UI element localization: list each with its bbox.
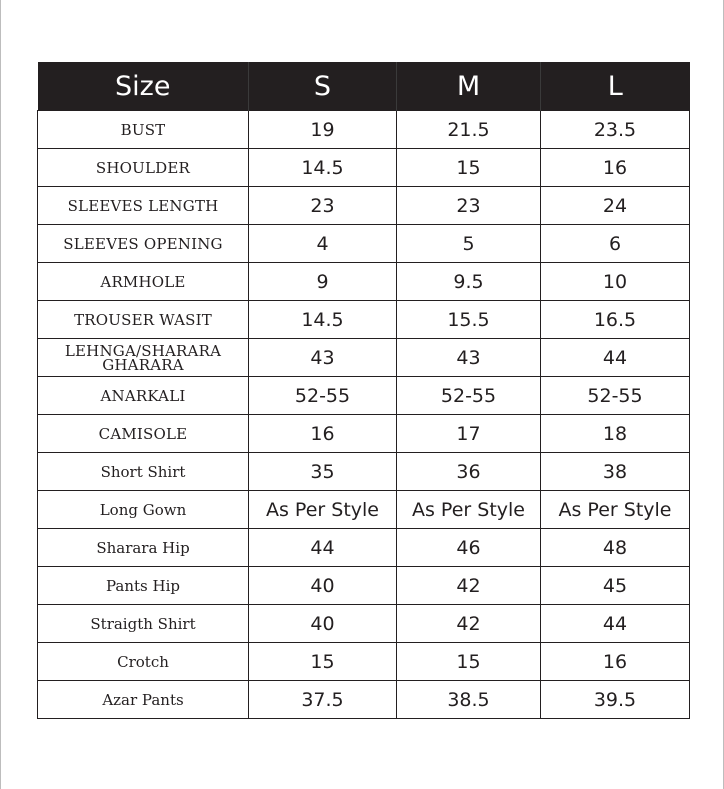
value-l: 6	[541, 225, 690, 263]
table-row	[38, 681, 690, 719]
value-l: 16.5	[541, 301, 690, 339]
value-m: 5	[397, 225, 541, 263]
table-row	[38, 415, 690, 453]
row-label: ARMHOLE	[38, 263, 249, 301]
value-l: 38	[541, 453, 690, 491]
value-l: 18	[541, 415, 690, 453]
row-label: ANARKALI	[38, 377, 249, 415]
value-l: 16	[541, 643, 690, 681]
header-size-l: L	[541, 62, 690, 111]
table-row	[38, 225, 690, 263]
value-s: 44	[249, 529, 397, 567]
header-size-m: M	[397, 62, 541, 111]
value-s: 16	[249, 415, 397, 453]
value-l: 10	[541, 263, 690, 301]
value-l: As Per Style	[541, 491, 690, 529]
value-s: 43	[249, 339, 397, 377]
value-s: 14.5	[249, 149, 397, 187]
row-label: CAMISOLE	[38, 415, 249, 453]
value-m: 9.5	[397, 263, 541, 301]
row-label: Crotch	[38, 643, 249, 681]
value-m: 42	[397, 567, 541, 605]
table-row	[38, 263, 690, 301]
value-m: 38.5	[397, 681, 541, 719]
header-size-s: S	[249, 62, 397, 111]
value-s: 40	[249, 605, 397, 643]
table-row	[38, 339, 690, 377]
value-s: 35	[249, 453, 397, 491]
value-m: 46	[397, 529, 541, 567]
value-s: 40	[249, 567, 397, 605]
table-row	[38, 491, 690, 529]
value-m: 23	[397, 187, 541, 225]
value-l: 52-55	[541, 377, 690, 415]
table-row	[38, 605, 690, 643]
table-row	[38, 377, 690, 415]
value-s: 37.5	[249, 681, 397, 719]
table-row	[38, 149, 690, 187]
table-row	[38, 643, 690, 681]
table-row	[38, 187, 690, 225]
value-l: 48	[541, 529, 690, 567]
value-m: 36	[397, 453, 541, 491]
table-row	[38, 453, 690, 491]
row-label: TROUSER WASIT	[38, 301, 249, 339]
row-label: BUST	[38, 111, 249, 149]
row-label: Sharara Hip	[38, 529, 249, 567]
value-l: 23.5	[541, 111, 690, 149]
value-l: 44	[541, 339, 690, 377]
value-s: 23	[249, 187, 397, 225]
value-m: As Per Style	[397, 491, 541, 529]
row-label: Long Gown	[38, 491, 249, 529]
table-body	[38, 111, 690, 719]
table-header	[38, 62, 690, 111]
value-m: 42	[397, 605, 541, 643]
row-label: SLEEVES LENGTH	[38, 187, 249, 225]
value-l: 24	[541, 187, 690, 225]
value-m: 15	[397, 149, 541, 187]
value-l: 16	[541, 149, 690, 187]
value-s: 19	[249, 111, 397, 149]
size-chart-table	[37, 62, 690, 719]
table-row	[38, 529, 690, 567]
row-label: Short Shirt	[38, 453, 249, 491]
value-l: 44	[541, 605, 690, 643]
value-s: 14.5	[249, 301, 397, 339]
row-label: Azar Pants	[38, 681, 249, 719]
value-l: 39.5	[541, 681, 690, 719]
value-m: 17	[397, 415, 541, 453]
table-row	[38, 567, 690, 605]
value-s: 15	[249, 643, 397, 681]
row-label: SLEEVES OPENING	[38, 225, 249, 263]
value-s: 52-55	[249, 377, 397, 415]
value-m: 21.5	[397, 111, 541, 149]
value-s: 9	[249, 263, 397, 301]
value-s: As Per Style	[249, 491, 397, 529]
header-size-label: Size	[38, 62, 249, 111]
row-label: LEHNGA/SHARARA GHARARA	[38, 339, 249, 377]
table-row	[38, 301, 690, 339]
row-label: Pants Hip	[38, 567, 249, 605]
value-l: 45	[541, 567, 690, 605]
value-m: 15.5	[397, 301, 541, 339]
row-label: Straigth Shirt	[38, 605, 249, 643]
value-m: 15	[397, 643, 541, 681]
value-m: 43	[397, 339, 541, 377]
value-s: 4	[249, 225, 397, 263]
value-m: 52-55	[397, 377, 541, 415]
header-row	[38, 62, 690, 111]
row-label: SHOULDER	[38, 149, 249, 187]
table-row	[38, 111, 690, 149]
